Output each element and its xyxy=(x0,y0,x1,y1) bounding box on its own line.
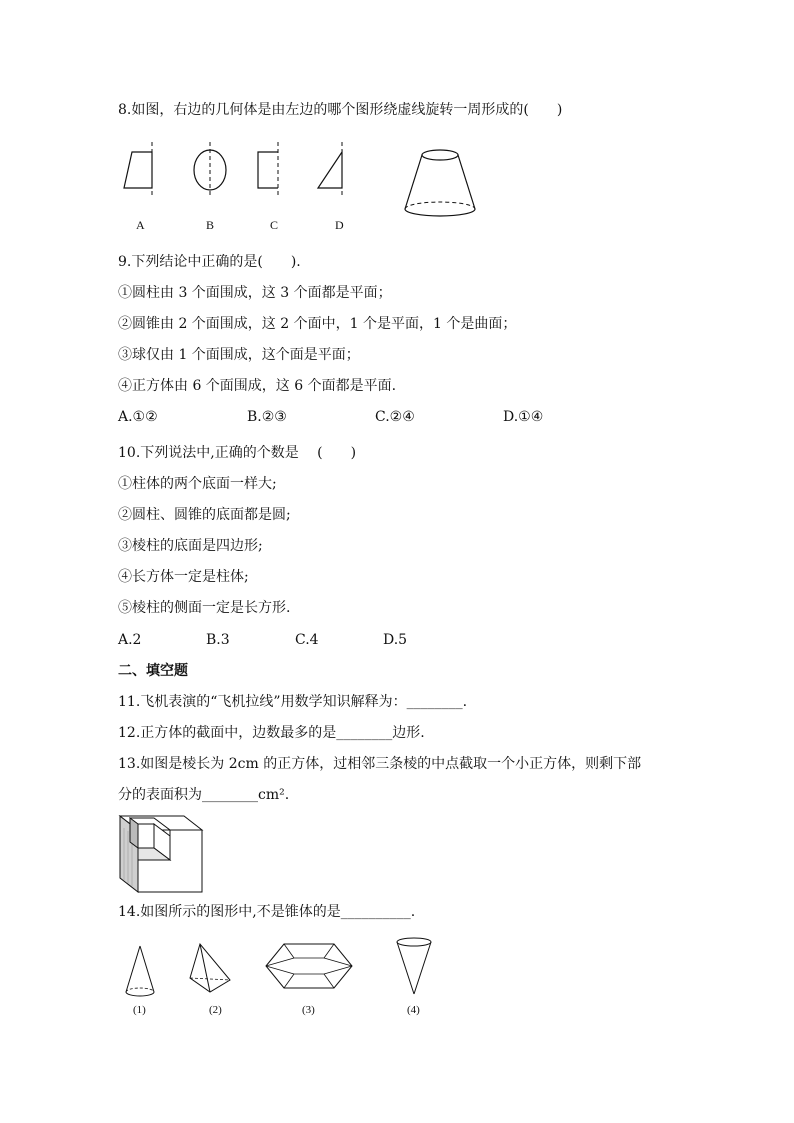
q14-figure-prism xyxy=(264,938,358,998)
q8-label-a: A xyxy=(136,218,145,232)
q8-frustum-solid xyxy=(400,145,484,225)
q8-figure-b xyxy=(188,140,238,200)
q9-text: 9.下列结论中正确的是( ). xyxy=(118,254,301,270)
q10-item-1: ①柱体的两个底面一样大; xyxy=(118,476,277,492)
q10-option-c: C.4 xyxy=(295,632,319,648)
q10-option-d: D.5 xyxy=(383,632,408,648)
q14-text: 14.如图所示的图形中,不是锥体的是__________. xyxy=(118,904,416,920)
q10-item-5: ⑤棱柱的侧面一定是长方形. xyxy=(118,600,291,616)
q10-option-a: A.2 xyxy=(118,632,142,648)
q10-item-4: ④长方体一定是柱体; xyxy=(118,569,249,585)
q10-item-2: ②圆柱、圆锥的底面都是圆; xyxy=(118,507,291,523)
q8-figure-a xyxy=(120,140,160,200)
q9-option-c: C.②④ xyxy=(375,409,415,425)
q14-figure-pyramid xyxy=(186,940,236,1000)
q13-line-1: 13.如图是棱长为 2cm 的正方体，过相邻三条棱的中点截取一个小正方体，则剩下部 xyxy=(118,756,642,772)
q8-label-c: C xyxy=(270,218,279,232)
q13-line-2: 分的表面积为________cm². xyxy=(118,787,290,803)
q9-option-d: D.①④ xyxy=(503,409,544,425)
q14-figure-inverted-cone xyxy=(392,934,438,1000)
q10-text: 10.下列说法中,正确的个数是 ( ) xyxy=(118,445,357,461)
q14-figure-cone xyxy=(122,942,162,1002)
q10-item-3: ③棱柱的底面是四边形; xyxy=(118,538,263,554)
q14-label-2: (2) xyxy=(209,1004,222,1016)
q14-label-4: (4) xyxy=(407,1004,420,1016)
q9-item-4: ④正方体由 6 个面围成，这 6 个面都是平面. xyxy=(118,378,397,394)
q14-label-3: (3) xyxy=(302,1004,315,1016)
q9-item-3: ③球仅由 1 个面围成，这个面是平面； xyxy=(118,347,360,363)
q8-label-b: B xyxy=(206,218,215,232)
q10-option-b: B.3 xyxy=(206,632,230,648)
q9-item-1: ①圆柱由 3 个面围成，这 3 个面都是平面； xyxy=(118,285,392,301)
q8-figure-d xyxy=(314,140,354,200)
q11-text: 11.飞机表演的“飞机拉线”用数学知识解释为：________. xyxy=(118,694,468,710)
q8-label-d: D xyxy=(335,218,344,232)
q9-option-a: A.①② xyxy=(118,409,158,425)
q12-text: 12.正方体的截面中，边数最多的是________边形. xyxy=(118,725,425,741)
q9-item-2: ②圆锥由 2 个面围成，这 2 个面中，1 个是平面，1 个是曲面； xyxy=(118,316,517,332)
q14-label-1: (1) xyxy=(133,1004,146,1016)
q8-text: 8.如图，右边的几何体是由左边的哪个图形绕虚线旋转一周形成的( ) xyxy=(118,102,563,118)
q13-cube-figure xyxy=(118,814,208,896)
q9-option-b: B.②③ xyxy=(247,409,287,425)
section-title: 二、填空题 xyxy=(118,663,188,679)
q8-figure-c xyxy=(252,140,292,200)
